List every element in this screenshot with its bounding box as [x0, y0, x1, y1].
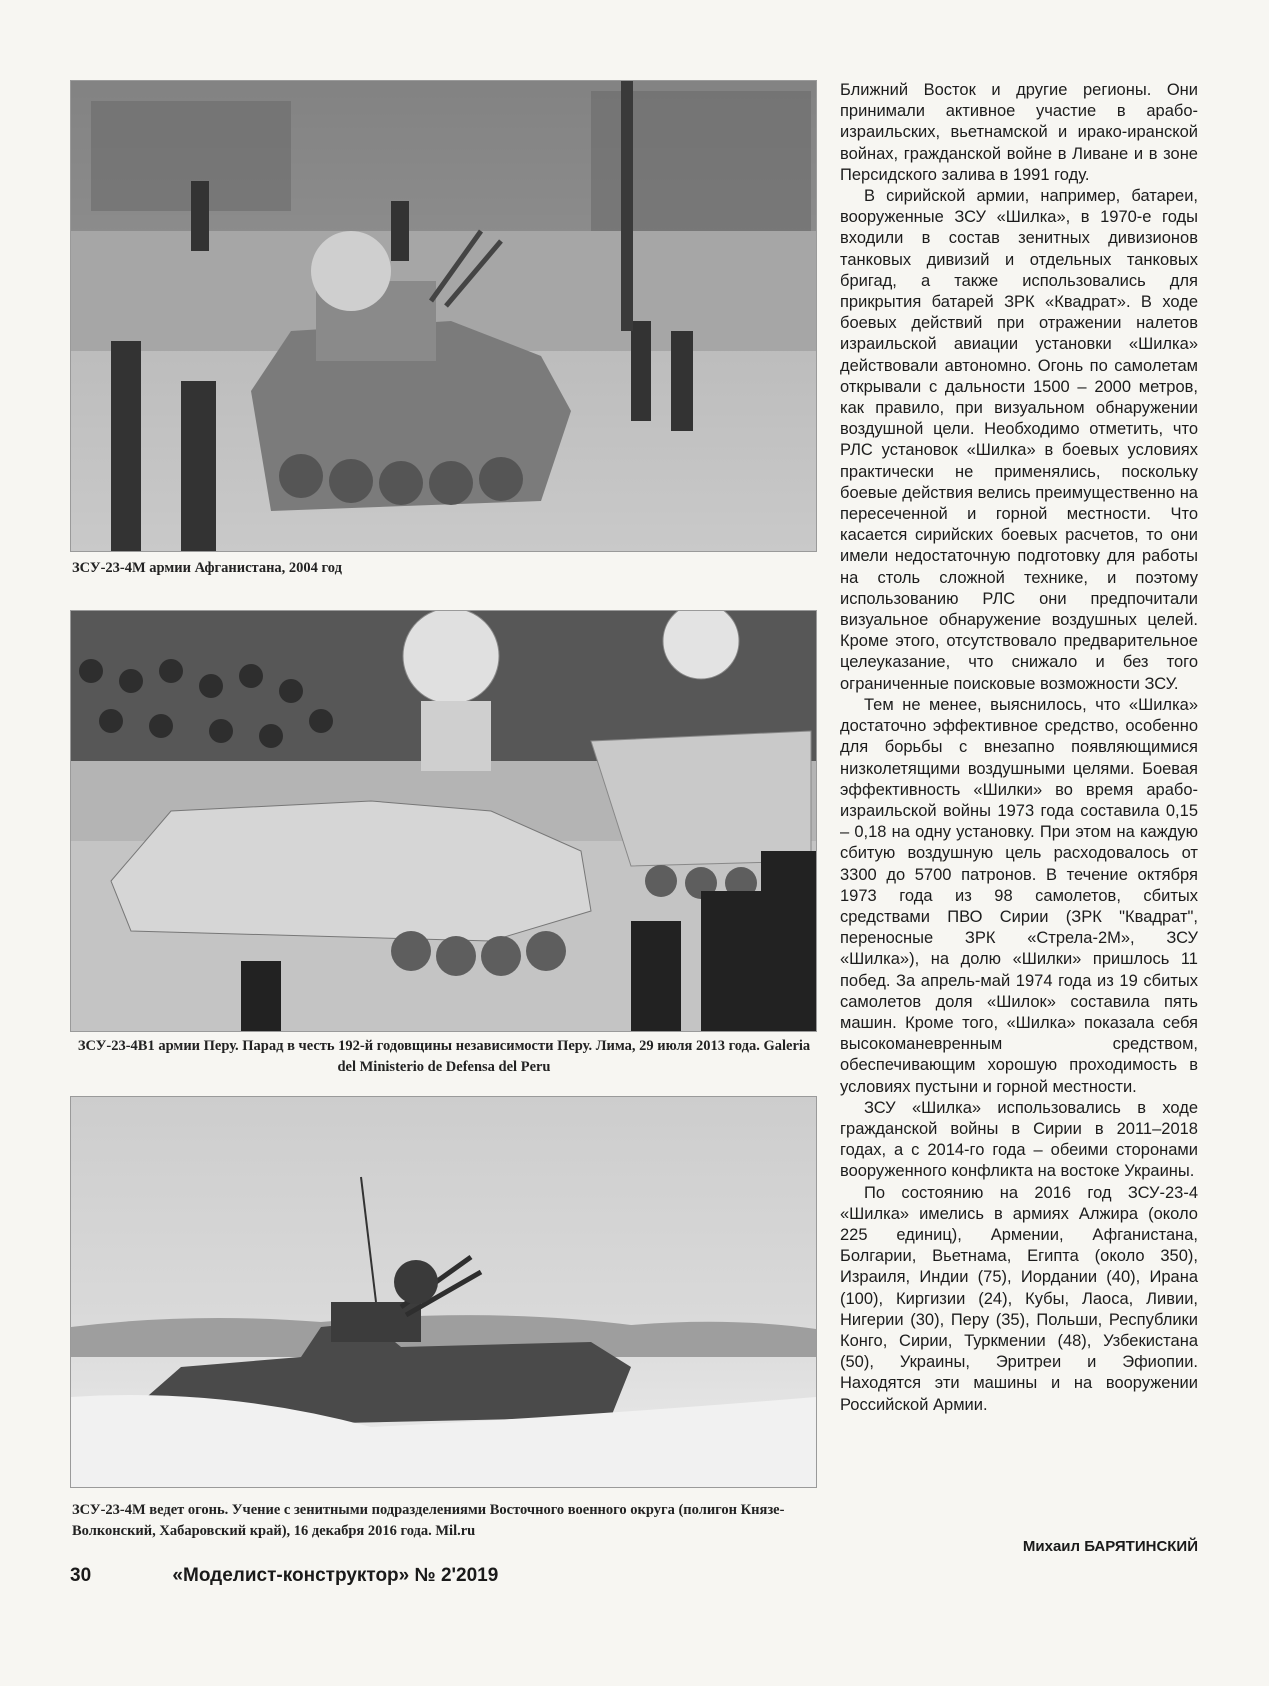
parade-photo-icon	[71, 611, 816, 1031]
photo-afghanistan	[70, 80, 817, 552]
article-text-column	[840, 80, 1198, 1416]
article-author: Михаил БАРЯТИНСКИЙ	[1022, 1538, 1198, 1555]
tank-photo-icon	[71, 81, 816, 551]
photo-caption: ЗСУ-23-4М ведет огонь. Учение с зенитными подразделениями Восточного военного округа (полигон Князе-Волконский, Хабаровский край), 16 декабря 2016 года. Mil.ru	[72, 1502, 785, 1539]
article-paragraph: ЗСУ «Шилка» использовались в ходе гражданской войны в Сирии в 2011–2018 годах, а с 2014-го года – обеими сторонами вооруженного конфликта на востоке Украины.	[840, 1098, 1198, 1181]
photo-caption: ЗСУ-23-4В1 армии Перу. Парад в честь 192-й годовщины независимости Перу. Лима, 29 июля 2013 года. Galeria del Ministerio de Defensa del Peru	[77, 1038, 811, 1075]
magazine-title: «Моделист-конструктор» № 2'2019	[172, 1565, 499, 1586]
photo-winter-exercise	[70, 1096, 817, 1488]
article-paragraph: Тем не менее, выяснилось, что «Шилка» достаточно эффективное средство, особенно для борьбы с внезапно появляющимися низколетящими воздушными целями. Боевая эффективность «Шилки» во время арабо-израильской войны 1973 года составила 0,15 – 0,18 на одну установку. При этом на каждую сбитую воздушную цель расходовалось от 3300 до 5700 патронов. В течение октября 1973 года из 98 самолетов, сбитых средствами ПВО Сирии (ЗРК "Квадрат", переносные ЗРК «Стрела-2М», ЗСУ «Шилка»), на долю «Шилки» пришлось 11 побед. За апрель-май 1974 года из 19 сбитых самолетов доля «Шилок» составила пять машин. Кроме того, «Шилка» показала себя высокоманевренным средством, обеспечивающим хорошую проходимость в условиях пустыни и горной местности.	[840, 695, 1198, 1096]
article-paragraph: Ближний Восток и другие регионы. Они принимали активное участие в арабо-израильских, вьетнамской и ирако-иранской войнах, гражданской войне в Ливане и в зоне Персидского залива в 1991 году.	[840, 81, 1198, 184]
photo-caption: ЗСУ-23-4М армии Афганистана, 2004 год	[72, 560, 342, 576]
page-number: 30	[70, 1565, 92, 1586]
page-footer	[70, 1565, 498, 1587]
photo-peru-parade	[70, 610, 817, 1032]
article-paragraph: По состоянию на 2016 год ЗСУ-23-4 «Шилка» имелись в армиях Алжира (около 225 единиц), Армении, Афганистана, Болгарии, Вьетнама, Египта (около 350), Израиля, Индии (75), Иордании (40), Ирана (100), Киргизии (24), Кубы, Лаоса, Ливии, Нигерии (30), Перу (35), Польши, Республики Конго, Сирии, Туркмении (48), Узбекистана (50), Украины, Эритреи и Эфиопии. Находятся эти машины и на вооружении Российской Армии.	[840, 1183, 1198, 1414]
winter-exercise-photo-icon	[71, 1097, 816, 1487]
article-paragraph: В сирийской армии, например, батареи, вооруженные ЗСУ «Шилка», в 1970-е годы входили в состав зенитных дивизионов танковых дивизий и отдельных танковых бригад, а также использовались для прикрытия батарей ЗРК «Квадрат». В ходе боевых действий при отражении налетов израильской авиации установки «Шилка» действовали автономно. Огонь по самолетам открывали с дальности 1500 – 2000 метров, как правило, при визуальном обнаружении воздушной цели. Необходимо отметить, что РЛС установок «Шилка» в боевых условиях практически не применялись, поскольку боевые действия велись преимущественно на пересеченной и горной местности. Что касается сирийских боевых расчетов, то они имели недостаточную подготовку для работы на столь сложной технике, и поэтому использованию РЛС они предпочитали визуальное обнаружение воздушных целей. Кроме этого, отсутствовало предварительное целеуказание, что снижало и без того ограниченные поисковые возможности ЗСУ.	[840, 187, 1198, 693]
